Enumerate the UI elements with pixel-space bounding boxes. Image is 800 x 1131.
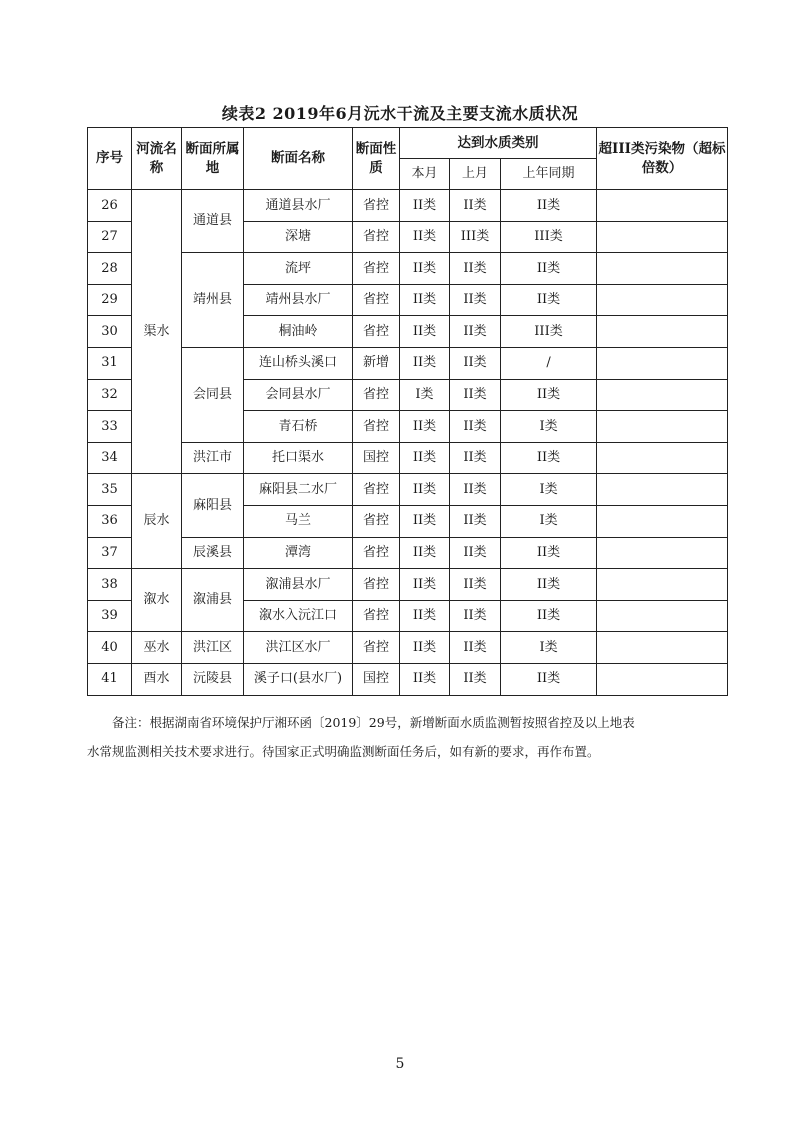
nature-cell: 省控 <box>353 379 400 411</box>
last-month-cell: II类 <box>450 474 501 506</box>
nature-cell: 省控 <box>353 316 400 348</box>
district-cell: 会同县 <box>182 347 244 442</box>
table-title: 续表2 2019年6月沅水干流及主要支流水质状况 <box>221 104 579 123</box>
section-name-cell: 流坪 <box>244 253 353 285</box>
section-name-cell: 潭湾 <box>244 537 353 569</box>
last-year-cell: II类 <box>501 600 597 632</box>
this-month-cell: II类 <box>400 442 450 474</box>
nature-cell: 省控 <box>353 190 400 222</box>
last-month-cell: II类 <box>450 347 501 379</box>
pollutants-cell <box>597 632 728 664</box>
section-name-cell: 连山桥头溪口 <box>244 347 353 379</box>
this-month-cell: II类 <box>400 600 450 632</box>
river-cell: 渠水 <box>132 190 182 474</box>
section-name-cell: 青石桥 <box>244 411 353 443</box>
table-row <box>88 347 728 379</box>
footnote <box>87 708 724 766</box>
nature-cell: 省控 <box>353 537 400 569</box>
this-month-cell: II类 <box>400 411 450 443</box>
header-last-year: 上年同期 <box>501 159 597 190</box>
pollutants-cell <box>597 190 728 222</box>
section-name-cell: 溆浦县水厂 <box>244 569 353 601</box>
table-row <box>88 537 728 569</box>
seq-cell: 40 <box>88 632 132 664</box>
nature-cell: 新增 <box>353 347 400 379</box>
seq-cell: 33 <box>88 411 132 443</box>
footnote-line-1: 备注：根据湖南省环境保护厅湘环函〔2019〕29号，新增断面水质监测暂按照省控及以上地表 <box>112 715 635 730</box>
district-cell: 洪江市 <box>182 442 244 474</box>
nature-cell: 省控 <box>353 284 400 316</box>
pollutants-cell <box>597 253 728 285</box>
header-this-month: 本月 <box>400 159 450 190</box>
seq-cell: 32 <box>88 379 132 411</box>
seq-cell: 27 <box>88 221 132 253</box>
page-number: 5 <box>395 1056 405 1072</box>
seq-cell: 29 <box>88 284 132 316</box>
district-cell: 通道县 <box>182 190 244 253</box>
table-row <box>88 253 728 285</box>
last-year-cell: II类 <box>501 663 597 695</box>
last-month-cell: II类 <box>450 663 501 695</box>
nature-cell: 省控 <box>353 474 400 506</box>
pollutants-cell <box>597 284 728 316</box>
district-cell: 溆浦县 <box>182 569 244 632</box>
section-name-cell: 靖州县水厂 <box>244 284 353 316</box>
last-month-cell: II类 <box>450 600 501 632</box>
last-month-cell: II类 <box>450 505 501 537</box>
this-month-cell: II类 <box>400 474 450 506</box>
water-quality-table <box>87 127 728 696</box>
last-year-cell: II类 <box>501 569 597 601</box>
river-cell: 溆水 <box>132 569 182 632</box>
seq-cell: 39 <box>88 600 132 632</box>
seq-cell: 38 <box>88 569 132 601</box>
seq-cell: 34 <box>88 442 132 474</box>
last-month-cell: II类 <box>450 190 501 222</box>
pollutants-cell <box>597 474 728 506</box>
last-month-cell: II类 <box>450 632 501 664</box>
nature-cell: 省控 <box>353 632 400 664</box>
last-year-cell: III类 <box>501 221 597 253</box>
nature-cell: 省控 <box>353 569 400 601</box>
section-name-cell: 洪江区水厂 <box>244 632 353 664</box>
last-month-cell: II类 <box>450 284 501 316</box>
pollutants-cell <box>597 442 728 474</box>
header-nature: 断面性质 <box>353 128 400 190</box>
table-row <box>88 663 728 695</box>
section-name-cell: 托口渠水 <box>244 442 353 474</box>
table-body <box>88 190 728 696</box>
this-month-cell: II类 <box>400 347 450 379</box>
last-month-cell: II类 <box>450 253 501 285</box>
nature-cell: 省控 <box>353 253 400 285</box>
header-river: 河流名称 <box>132 128 182 190</box>
this-month-cell: II类 <box>400 221 450 253</box>
section-name-cell: 桐油岭 <box>244 316 353 348</box>
last-year-cell: I类 <box>501 632 597 664</box>
pollutants-cell <box>597 537 728 569</box>
seq-cell: 28 <box>88 253 132 285</box>
last-year-cell: II类 <box>501 537 597 569</box>
last-month-cell: II类 <box>450 442 501 474</box>
river-cell: 酉水 <box>132 663 182 695</box>
nature-cell: 省控 <box>353 411 400 443</box>
last-year-cell: / <box>501 347 597 379</box>
river-cell: 辰水 <box>132 474 182 569</box>
pollutants-cell <box>597 411 728 443</box>
seq-cell: 41 <box>88 663 132 695</box>
pollutants-cell <box>597 221 728 253</box>
last-year-cell: III类 <box>501 316 597 348</box>
pollutants-cell <box>597 316 728 348</box>
last-month-cell: III类 <box>450 221 501 253</box>
district-cell: 辰溪县 <box>182 537 244 569</box>
pollutants-cell <box>597 505 728 537</box>
last-year-cell: II类 <box>501 190 597 222</box>
section-name-cell: 溆水入沅江口 <box>244 600 353 632</box>
pollutants-cell <box>597 663 728 695</box>
last-year-cell: II类 <box>501 442 597 474</box>
last-month-cell: II类 <box>450 316 501 348</box>
header-quality-group: 达到水质类别 <box>400 128 597 159</box>
table-row <box>88 569 728 601</box>
last-year-cell: I类 <box>501 505 597 537</box>
table-row <box>88 632 728 664</box>
section-name-cell: 麻阳县二水厂 <box>244 474 353 506</box>
table-row <box>88 190 728 222</box>
last-month-cell: II类 <box>450 379 501 411</box>
section-name-cell: 溪子口(县水厂) <box>244 663 353 695</box>
seq-cell: 35 <box>88 474 132 506</box>
district-cell: 洪江区 <box>182 632 244 664</box>
district-cell: 靖州县 <box>182 253 244 348</box>
last-year-cell: I类 <box>501 411 597 443</box>
district-cell: 麻阳县 <box>182 474 244 537</box>
footnote-line-2: 水常规监测相关技术要求进行。待国家正式明确监测断面任务后，如有新的要求，再作布置。 <box>87 744 600 759</box>
section-name-cell: 马兰 <box>244 505 353 537</box>
nature-cell: 国控 <box>353 663 400 695</box>
section-name-cell: 通道县水厂 <box>244 190 353 222</box>
seq-cell: 30 <box>88 316 132 348</box>
pollutants-cell <box>597 569 728 601</box>
this-month-cell: I类 <box>400 379 450 411</box>
this-month-cell: II类 <box>400 569 450 601</box>
last-month-cell: II类 <box>450 537 501 569</box>
this-month-cell: II类 <box>400 190 450 222</box>
last-year-cell: I类 <box>501 474 597 506</box>
nature-cell: 省控 <box>353 600 400 632</box>
nature-cell: 省控 <box>353 221 400 253</box>
river-cell: 巫水 <box>132 632 182 664</box>
this-month-cell: II类 <box>400 316 450 348</box>
pollutants-cell <box>597 347 728 379</box>
last-year-cell: II类 <box>501 379 597 411</box>
header-last-month: 上月 <box>450 159 501 190</box>
header-district: 断面所属地 <box>182 128 244 190</box>
header-seq: 序号 <box>88 128 132 190</box>
last-year-cell: II类 <box>501 253 597 285</box>
header-section-name: 断面名称 <box>244 128 353 190</box>
this-month-cell: II类 <box>400 253 450 285</box>
table-row <box>88 442 728 474</box>
this-month-cell: II类 <box>400 537 450 569</box>
seq-cell: 31 <box>88 347 132 379</box>
nature-cell: 国控 <box>353 442 400 474</box>
last-month-cell: II类 <box>450 411 501 443</box>
this-month-cell: II类 <box>400 284 450 316</box>
last-year-cell: II类 <box>501 284 597 316</box>
header-pollutants: 超III类污染物（超标倍数） <box>597 128 728 190</box>
table-row <box>88 474 728 506</box>
district-cell: 沅陵县 <box>182 663 244 695</box>
seq-cell: 37 <box>88 537 132 569</box>
this-month-cell: II类 <box>400 505 450 537</box>
this-month-cell: II类 <box>400 663 450 695</box>
pollutants-cell <box>597 379 728 411</box>
last-month-cell: II类 <box>450 569 501 601</box>
seq-cell: 26 <box>88 190 132 222</box>
section-name-cell: 会同县水厂 <box>244 379 353 411</box>
seq-cell: 36 <box>88 505 132 537</box>
this-month-cell: II类 <box>400 632 450 664</box>
section-name-cell: 深塘 <box>244 221 353 253</box>
nature-cell: 省控 <box>353 505 400 537</box>
pollutants-cell <box>597 600 728 632</box>
